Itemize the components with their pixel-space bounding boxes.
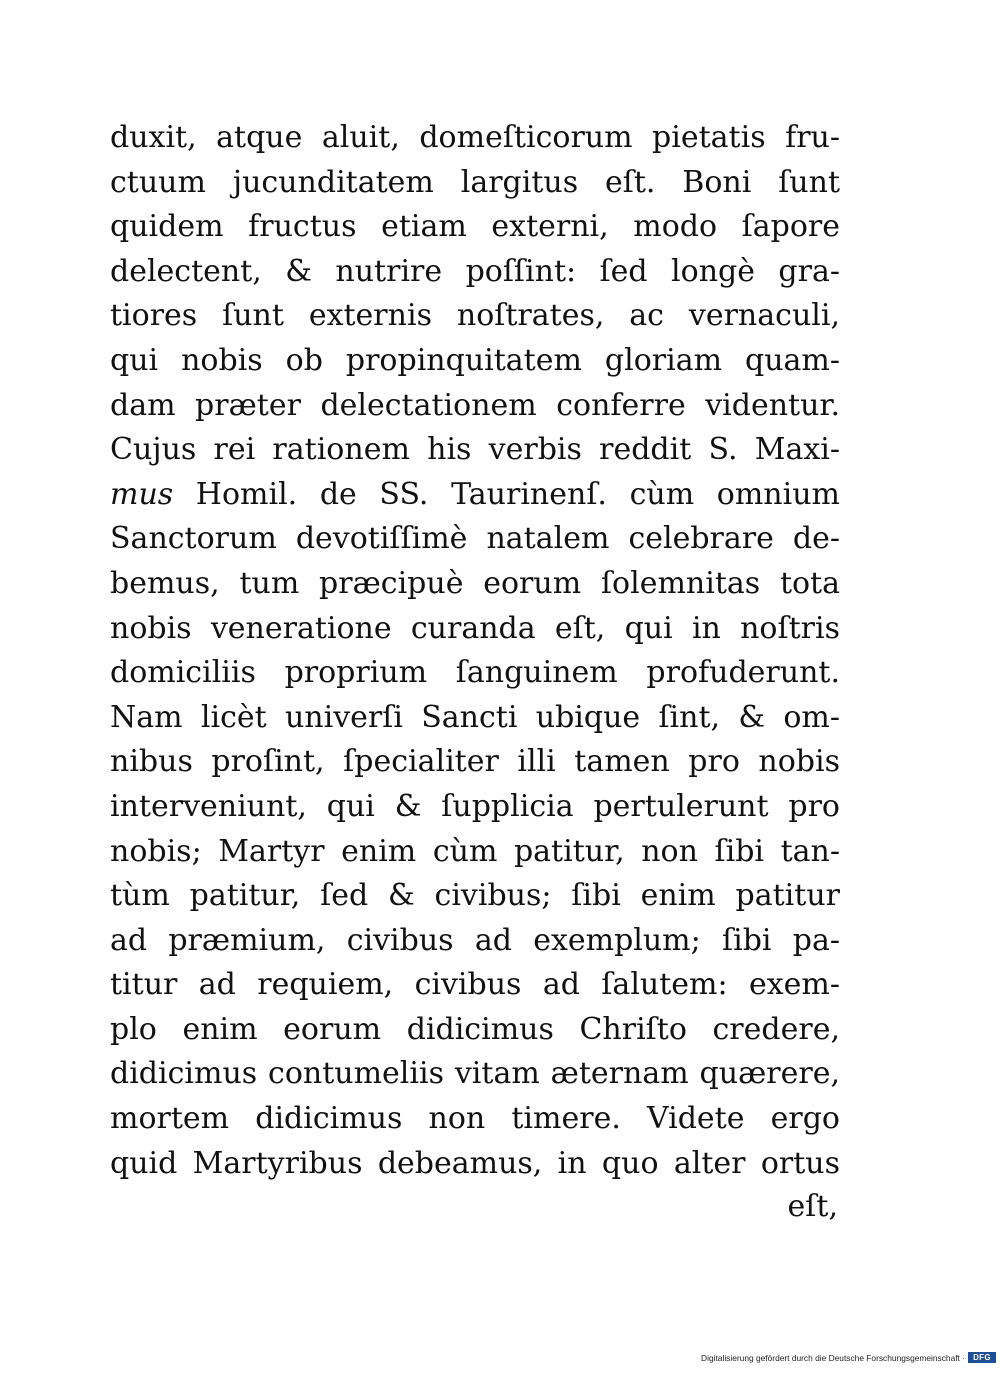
text-line-3: quidem fructus etiam externi, modo ſapore (110, 209, 840, 245)
text-line-8-italic: Cujus rei rationem his verbis reddit S. Maxi- (110, 432, 840, 468)
text-line-7: dam præter delectationem conferre videntur. (110, 387, 840, 423)
text-line-20: titur ad requiem, civibus ad ſalutem: exem- (110, 967, 840, 1003)
text-line-24: quid Martyribus debeamus, in quo alter ortus (110, 1145, 840, 1181)
text-line-6: qui nobis ob propinquitatem gloriam quam- (110, 342, 840, 378)
text-line-18: tùm patitur, ſed & civibus; ſibi enim patitur (110, 878, 840, 914)
text-line-16: interveniunt, qui & ſupplicia pertulerunt pro (110, 788, 840, 824)
text-line-17: nobis; Martyr enim cùm patitur, non ſibi tan- (110, 833, 840, 869)
text-line-10: Sanctorum devotiſſimè natalem celebrare de- (110, 521, 840, 557)
text-line-14: Nam licèt univerſi Sancti ubique ſint, & om- (110, 699, 840, 735)
text-line-9-italic-part: mus (110, 476, 174, 512)
digitization-footer (0, 1352, 996, 1363)
text-line-4: delectent, & nutrire poſſint: ſed longè gra- (110, 253, 840, 289)
text-line-21: plo enim eorum didicimus Chriſto credere, (110, 1011, 840, 1047)
text-line-15: nibus proſint, ſpecialiter illi tamen pro nobis (110, 744, 840, 780)
funding-notice: Digitalisierung gefördert durch die Deutsche Forschungsgemeinschaft · (701, 1352, 965, 1363)
text-line-12: nobis veneratione curanda eſt, qui in noſtris (110, 610, 840, 646)
text-line-19: ad præmium, civibus ad exemplum; ſibi pa- (110, 922, 840, 958)
text-line-5: tiores ſunt externis noſtrates, ac vernaculi, (110, 298, 840, 334)
text-line-9-roman-part: Homil. de SS. Taurinenſ. cùm omnium (173, 476, 840, 512)
dfg-logo: DFG (968, 1352, 996, 1363)
text-line-22: didicimus contumeliis vitam æternam quærere, (110, 1056, 840, 1092)
text-line-1: duxit, atque aluit, domeſticorum pietatis fru- (110, 120, 840, 155)
text-line-11: bemus, tum præcipuè eorum ſolemnitas tota (110, 565, 840, 601)
text-line-13: domiciliis proprium ſanguinem profuderunt. (110, 655, 840, 691)
text-line-9 (110, 473, 840, 518)
catchword: eſt, (787, 1189, 838, 1224)
text-line-23: mortem didicimus non timere. Videte ergo (110, 1101, 840, 1137)
body-text (110, 116, 840, 1186)
text-line-2: ctuum jucunditatem largitus eſt. Boni ſunt (110, 164, 840, 200)
